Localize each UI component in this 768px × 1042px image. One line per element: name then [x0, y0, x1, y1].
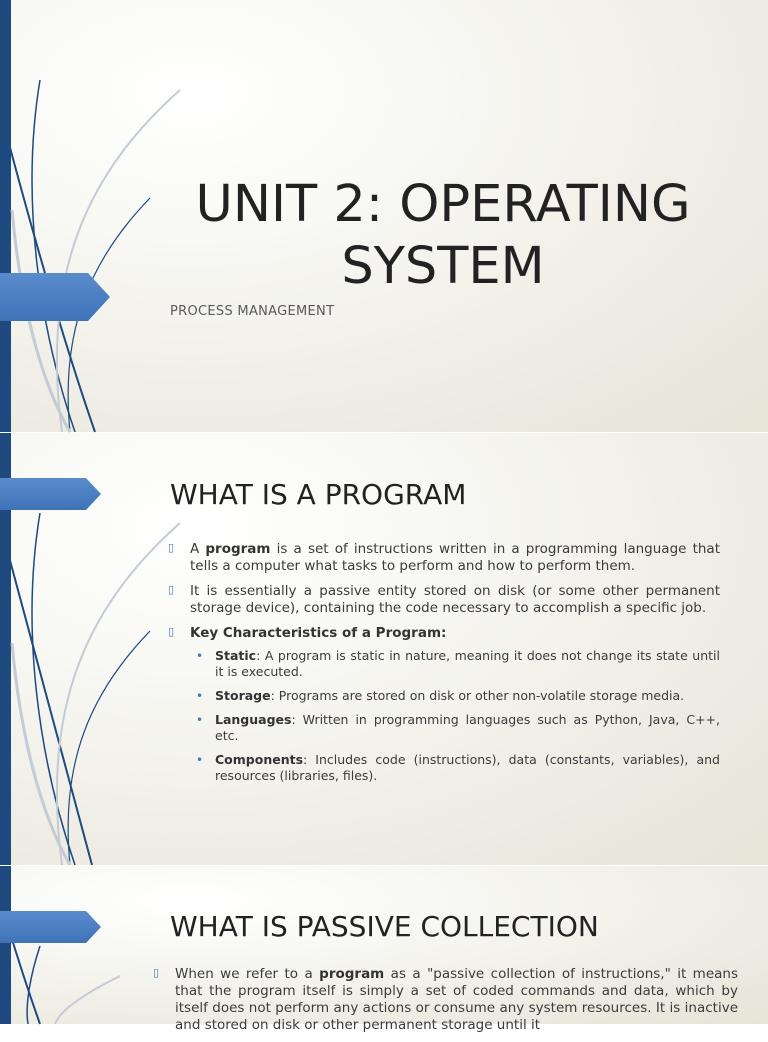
sub-list-item: • Components: Includes code (instructions), data (constants, variables), and resources (libraries, files).: [196, 752, 720, 783]
list-item: ▯ When we refer to a program as a "passive collection of instructions," it means that the program itself is simply a set of coded commands and data, which by itself does not perform any actions or consume any system resources. It is inactive and stored on disk or other permanent storage until it: [153, 966, 738, 1033]
keyword: program: [319, 966, 385, 982]
bullet-marker-icon: ▯: [153, 966, 160, 979]
slide-content: [168, 541, 720, 792]
section-heading: Key Characteristics of a Program:: [190, 625, 447, 641]
slide-main-title: [160, 174, 726, 298]
bullet-dot-icon: •: [196, 649, 204, 663]
bullet-dot-icon: •: [196, 689, 204, 703]
bullet-dot-icon: •: [196, 713, 204, 727]
sub-list-item: • Languages: Written in programming languages such as Python, Java, C++, etc.: [196, 712, 720, 743]
sub-list-item: • Storage: Programs are stored on disk or other non-volatile storage media.: [196, 688, 685, 703]
list-item: ▯ A program is a set of instructions written in a programming language that tells a computer what tasks to perform and how to perform them.: [168, 541, 720, 574]
slide-heading: WHAT IS PASSIVE COLLECTION: [170, 910, 599, 943]
slide-subtitle: PROCESS MANAGEMENT: [170, 304, 335, 319]
slide-program: [0, 433, 768, 865]
bullet-dot-icon: •: [196, 753, 204, 767]
slide-tab: [0, 911, 101, 943]
bullet-marker-icon: ▯: [168, 583, 175, 596]
slide-tab: [0, 478, 101, 510]
list-item: ▯ It is essentially a passive entity stored on disk (or some other permanent storage device), containing the code necessary to accomplish a specific job.: [168, 583, 720, 616]
bullet-marker-icon: ▯: [168, 541, 175, 554]
slide-content: [153, 966, 738, 1042]
slide-heading: WHAT IS A PROGRAM: [170, 478, 467, 511]
slide-tab: [0, 273, 110, 321]
bullet-marker-icon: ▯: [168, 625, 175, 638]
title-line-2: SYSTEM: [341, 237, 545, 296]
slide-passive-collection: [0, 866, 768, 1033]
sub-list: [190, 648, 720, 784]
slide-title: [0, 0, 768, 432]
sub-list-item: • Static: A program is static in nature, meaning it does not change its state until it is executed.: [196, 648, 720, 679]
keyword: program: [205, 541, 271, 557]
title-line-1: UNIT 2: OPERATING: [195, 175, 691, 234]
list-item: [168, 625, 720, 642]
